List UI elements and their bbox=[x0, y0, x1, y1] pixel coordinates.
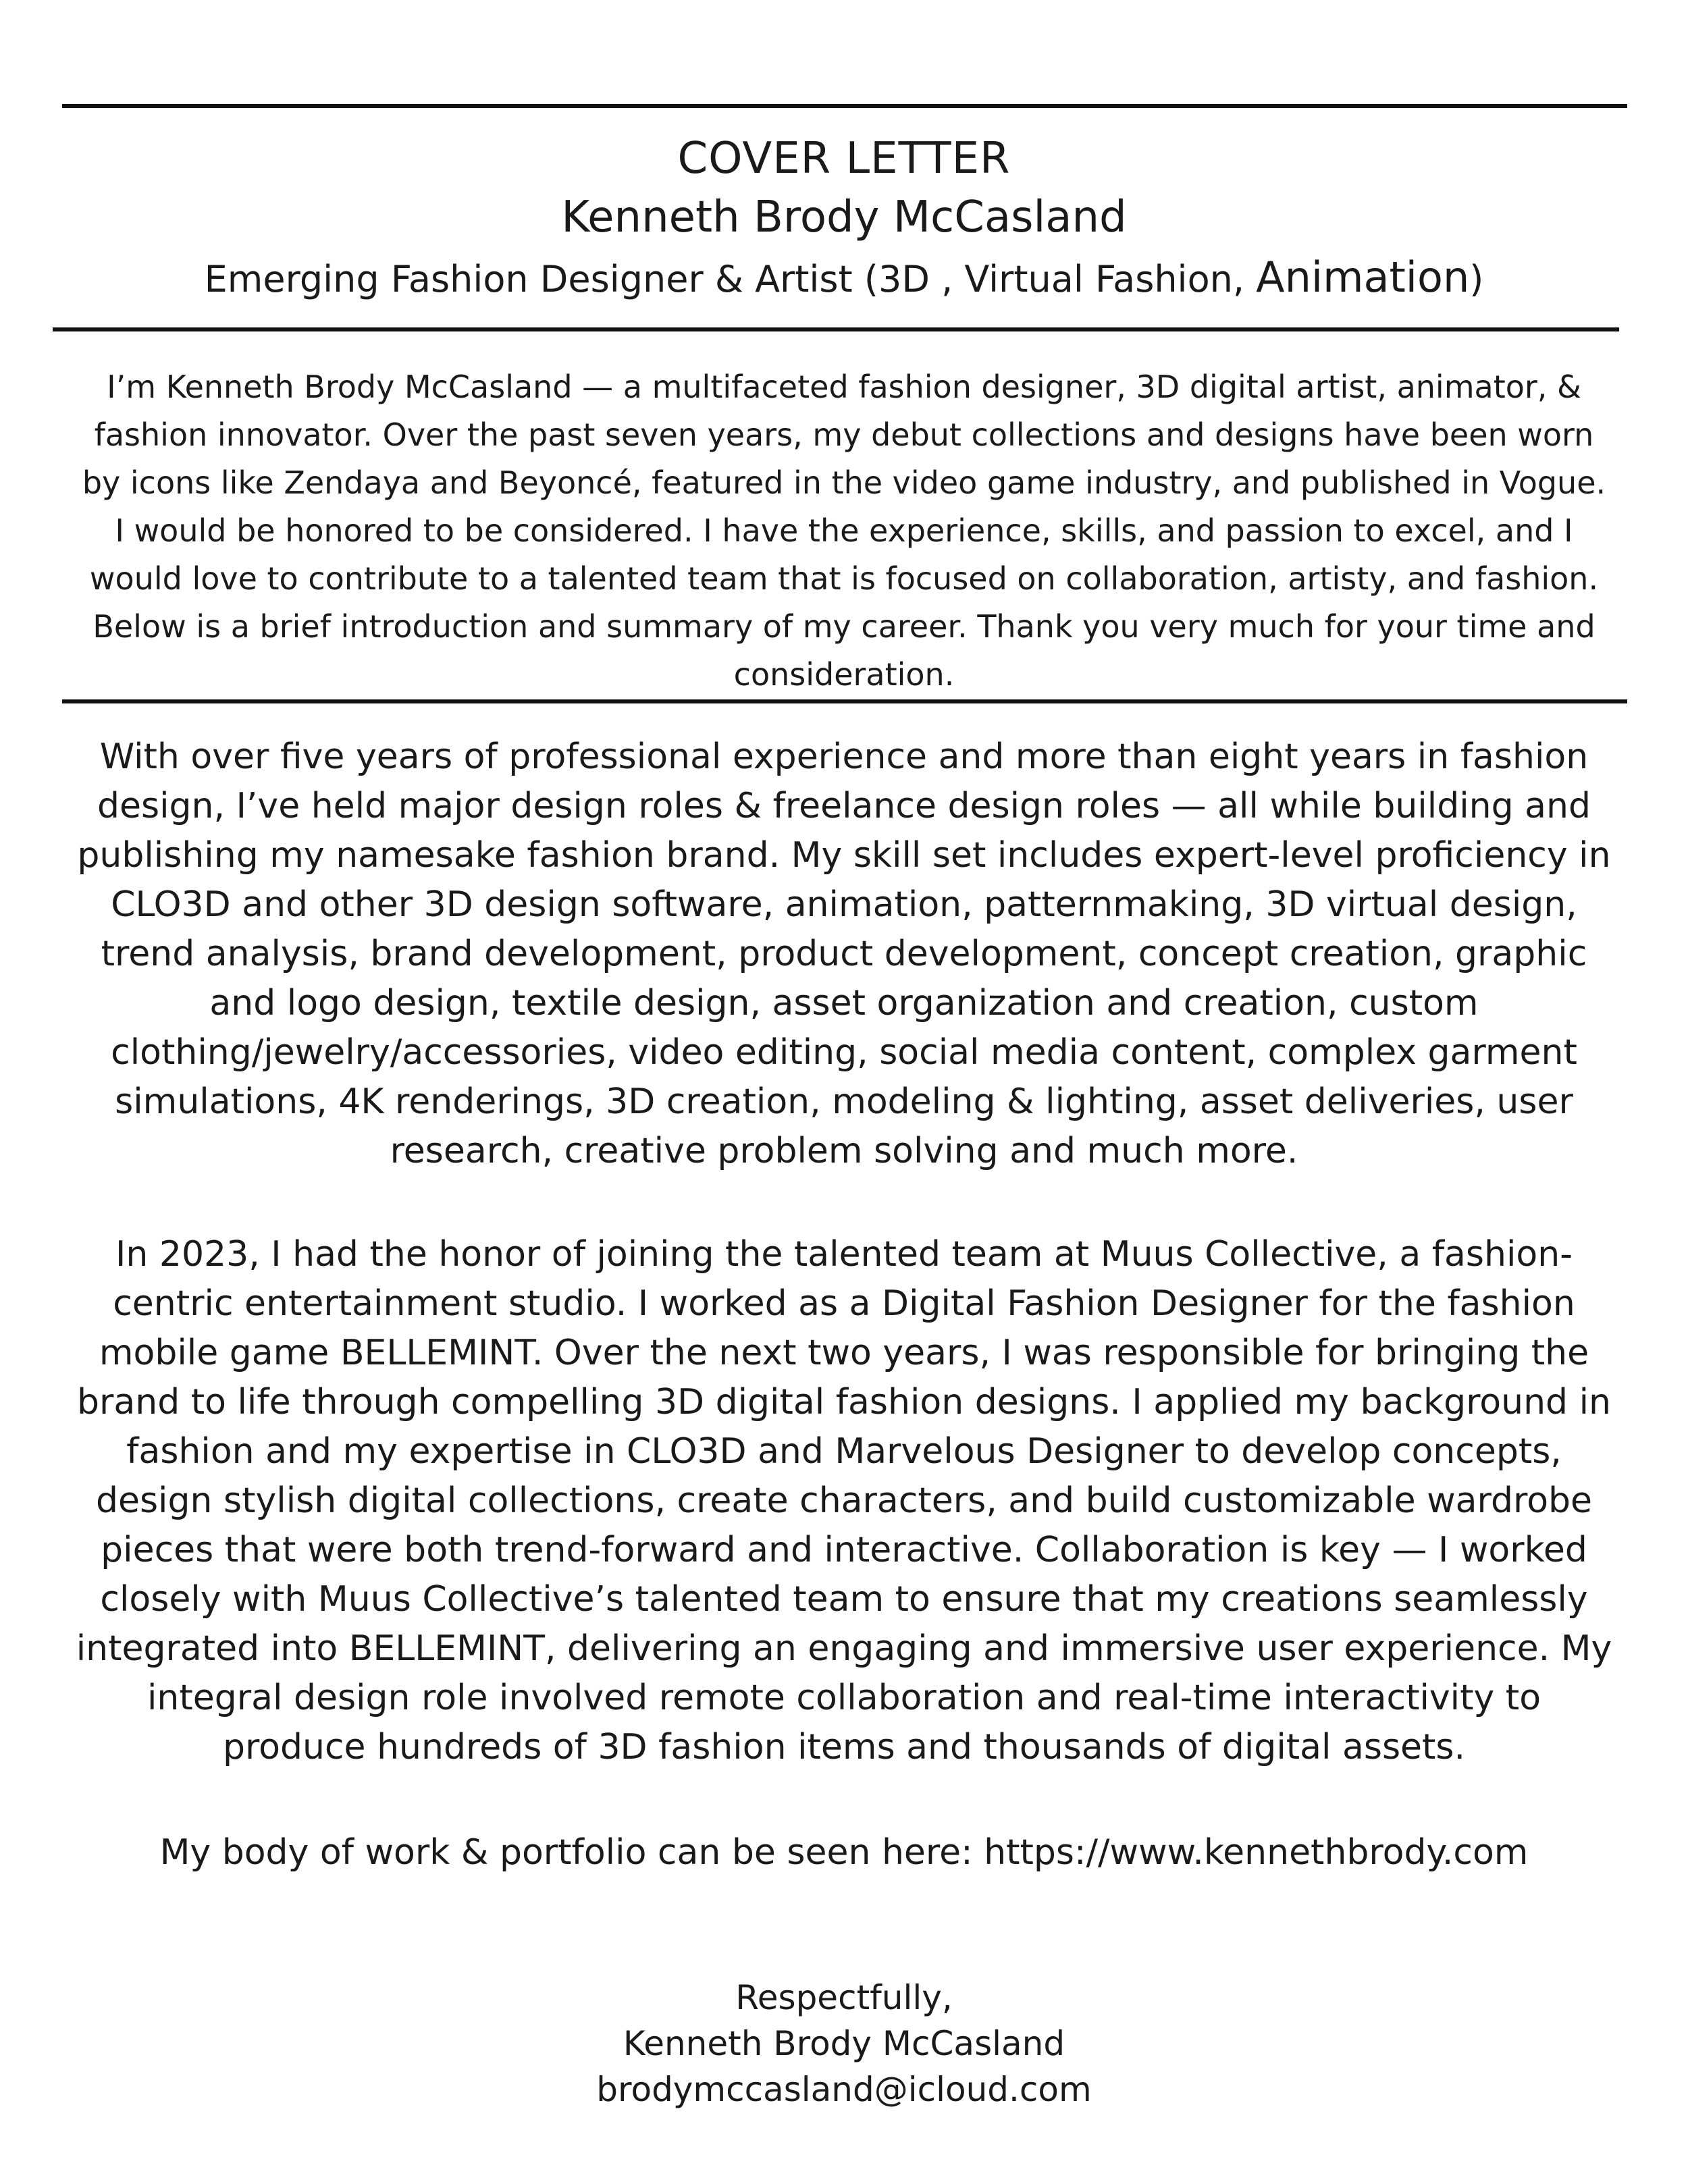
document-title: COVER LETTER bbox=[677, 134, 1011, 184]
role-emphasis: Animation bbox=[1256, 252, 1470, 302]
applicant-role-subtitle bbox=[68, 253, 1620, 304]
signoff-block bbox=[68, 1975, 1620, 2112]
contact-email: brodymccasland@icloud.com bbox=[596, 2070, 1092, 2109]
applicant-name-heading: Kenneth Brody McCasland bbox=[561, 192, 1127, 242]
intro-paragraph: I’m Kenneth Brody McCasland — a multifaceted fashion designer, 3D digital artist, animator, & fashion innovator. Over the past seven years, my debut collections and designs have been worn by icons like Zendaya and Beyoncé, featured in the video game industry, and published in Vogue. I would be honored to be considered. I have the experience, skills, and passion to excel, and I would love to contribute to a talented team that is focused on collaboration, artisty, and fashion. Below is a brief introduction and summary of my career. Thank you very much for your time and consideration. bbox=[82, 369, 1606, 693]
header-divider bbox=[53, 327, 1619, 331]
top-divider bbox=[62, 104, 1627, 108]
signature-name: Kenneth Brody McCasland bbox=[623, 2024, 1065, 2063]
muus-collective-paragraph: In 2023, I had the honor of joining the talented team at Muus Collective, a fashion-centric entertainment studio. I worked as a Digital Fashion Designer for the fashion mobile game BELLEMINT. Over the next two years, I was responsible for bringing the brand to life through compelling 3D digital fashion designs. I applied my background in fashion and my expertise in CLO3D and Marvelous Designer to develop concepts, design stylish digital collections, create characters, and build customizable wardrobe pieces that were both trend-forward and interactive. Collaboration is key — I worked closely with Muus Collective’s talented team to ensure that my creations seamlessly integrated into BELLEMINT, delivering an engaging and immersive user experience. My integral design role involved remote collaboration and real-time interactivity to produce hundreds of 3D fashion items and thousands of digital assets. bbox=[76, 1234, 1612, 1767]
experience-paragraph: With over five years of professional experience and more than eight years in fashion design, I’ve held major design roles & freelance design roles — all while building and publishing my namesake fashion brand. My skill set includes expert-level proficiency in CLO3D and other 3D design software, animation, patternmaking, 3D virtual design, trend analysis, brand development, product development, concept creation, graphic and logo design, textile design, asset organization and creation, custom clothing/jewelry/accessories, video editing, social media content, complex garment simulations, 4K renderings, 3D creation, modeling & lighting, asset deliveries, user research, creative problem solving and much more. bbox=[77, 737, 1611, 1171]
role-prefix: Emerging Fashion Designer & Artist (3D , Virtual Fashion, bbox=[204, 258, 1257, 300]
closing-text: Respectfully, bbox=[735, 1978, 953, 2017]
role-suffix: ) bbox=[1469, 258, 1484, 300]
intro-divider bbox=[62, 699, 1627, 703]
portfolio-line: My body of work & portfolio can be seen here: https://www.kennethbrody.com bbox=[159, 1832, 1529, 1873]
